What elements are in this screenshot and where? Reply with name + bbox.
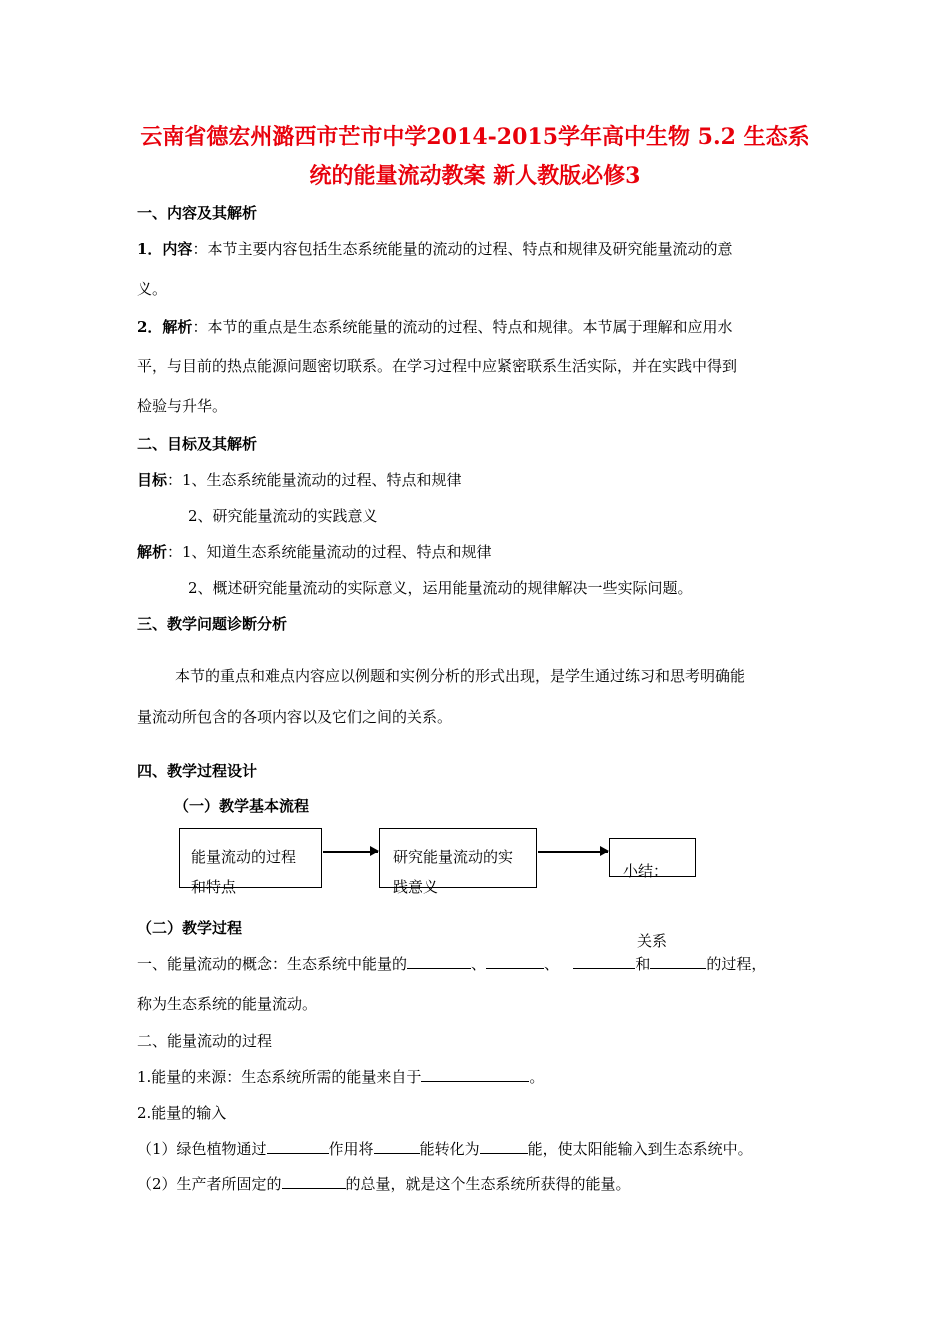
flow-box-summary-overflow-text: 关系 — [637, 932, 668, 950]
section-heading-goals: 二、目标及其解析 — [137, 435, 258, 453]
fill-blank[interactable] — [267, 1138, 329, 1154]
question-energy-source — [137, 1066, 544, 1087]
question-text: （2）生产者所固定的 — [137, 1175, 282, 1193]
goal-analysis-item1: ：1、知道生态系统能量流动的过程、特点和规律 — [167, 543, 492, 561]
fill-blank[interactable] — [407, 953, 471, 969]
section-heading-diagnosis: 三、教学问题诊断分析 — [137, 615, 288, 633]
diagnosis-text-line1: 本节的重点和难点内容应以例题和实例分析的形式出现，是学生通过练习和思考明确能 — [175, 667, 746, 685]
fill-blank[interactable] — [573, 953, 635, 969]
flow-box-process-line2: 和特点 — [191, 878, 237, 896]
goal-analysis-line1 — [137, 541, 492, 562]
goal-analysis-label: 解析 — [137, 543, 168, 561]
question-text: 、 — [544, 955, 560, 973]
flow-arrow-2 — [538, 851, 608, 853]
flow-box-process-line1: 能量流动的过程 — [191, 848, 297, 866]
question-text: 的总量，就是这个生态系统所获得的能量。 — [345, 1175, 631, 1193]
fill-blank[interactable] — [650, 953, 706, 969]
question-process-heading: 二、能量流动的过程 — [137, 1032, 273, 1050]
flow-box-process — [179, 828, 322, 896]
question-energy-input: 2.能量的输入 — [137, 1104, 227, 1122]
question-text: 一、能量流动的概念：生态系统中能量的 — [137, 955, 408, 973]
question-text: 能，使太阳能输入到生态系统中。 — [527, 1140, 753, 1158]
fill-blank[interactable] — [421, 1066, 529, 1082]
question-text: 。 — [529, 1068, 545, 1086]
fill-blank[interactable] — [374, 1138, 420, 1154]
flow-arrow-1 — [323, 851, 378, 853]
doc-title-line1: 云南省德宏州潞西市芒市中学2014-2015学年高中生物 5.2 生态系 — [140, 124, 810, 150]
content-text-line2: 义。 — [137, 280, 168, 298]
question-text: （1）绿色植物通过 — [137, 1140, 267, 1158]
flow-box-summary-line1: 小结： — [623, 862, 669, 880]
fill-blank[interactable] — [486, 953, 544, 969]
fill-blank[interactable] — [480, 1138, 528, 1154]
flow-box-significance — [379, 828, 537, 896]
flow-box-significance-line2: 践意义 — [393, 878, 439, 896]
analysis-text: ：本节的重点是生态系统能量的流动的过程、特点和规律。本节属于理解和应用水 — [192, 318, 733, 336]
goal-item2: 2、研究能量流动的实践意义 — [188, 507, 378, 525]
fill-blank[interactable] — [282, 1173, 346, 1189]
question-text: 1.能量的来源：生态系统所需的能量来自于 — [137, 1068, 422, 1086]
question-photosynthesis — [137, 1138, 753, 1159]
diagnosis-text-line2: 量流动所包含的各项内容以及它们之间的关系。 — [137, 708, 453, 726]
content-paragraph — [137, 238, 732, 259]
doc-title-line2: 统的能量流动教案 新人教版必修3 — [309, 163, 641, 189]
flow-box-summary — [609, 838, 696, 880]
question-text: 的过程， — [706, 955, 767, 973]
question-text: 、 — [471, 955, 487, 973]
section-heading-process: 四、教学过程设计 — [137, 762, 258, 780]
goal-item1: ：1、生态系统能量流动的过程、特点和规律 — [167, 471, 462, 489]
goal-line1 — [137, 469, 462, 490]
question-energy-flow-concept — [137, 953, 766, 974]
question-producer-energy — [137, 1173, 631, 1194]
question-text: 作用将 — [328, 1140, 374, 1158]
content-label: 1．内容 — [137, 240, 193, 258]
flow-box-significance-line1: 研究能量流动的实 — [393, 848, 514, 866]
subheading-teaching-process: （二）教学过程 — [137, 919, 243, 937]
analysis-text-line3: 检验与升华。 — [137, 397, 228, 415]
goal-analysis-item2: 2、概述研究能量流动的实际意义，运用能量流动的规律解决一些实际问题。 — [188, 579, 693, 597]
question-text: 能转化为 — [419, 1140, 480, 1158]
analysis-text-line2: 平，与目前的热点能源问题密切联系。在学习过程中应紧密联系生活实际，并在实践中得到 — [137, 357, 738, 375]
analysis-paragraph — [137, 316, 732, 337]
analysis-label: 2．解析 — [137, 318, 193, 336]
goal-label: 目标 — [137, 471, 168, 489]
question-text: 和 — [635, 955, 651, 973]
section-heading-content: 一、内容及其解析 — [137, 204, 258, 222]
subheading-basic-flow: （一）教学基本流程 — [174, 797, 310, 815]
question-concept-line2: 称为生态系统的能量流动。 — [137, 995, 318, 1013]
content-text: ：本节主要内容包括生态系统能量的流动的过程、特点和规律及研究能量流动的意 — [192, 240, 733, 258]
